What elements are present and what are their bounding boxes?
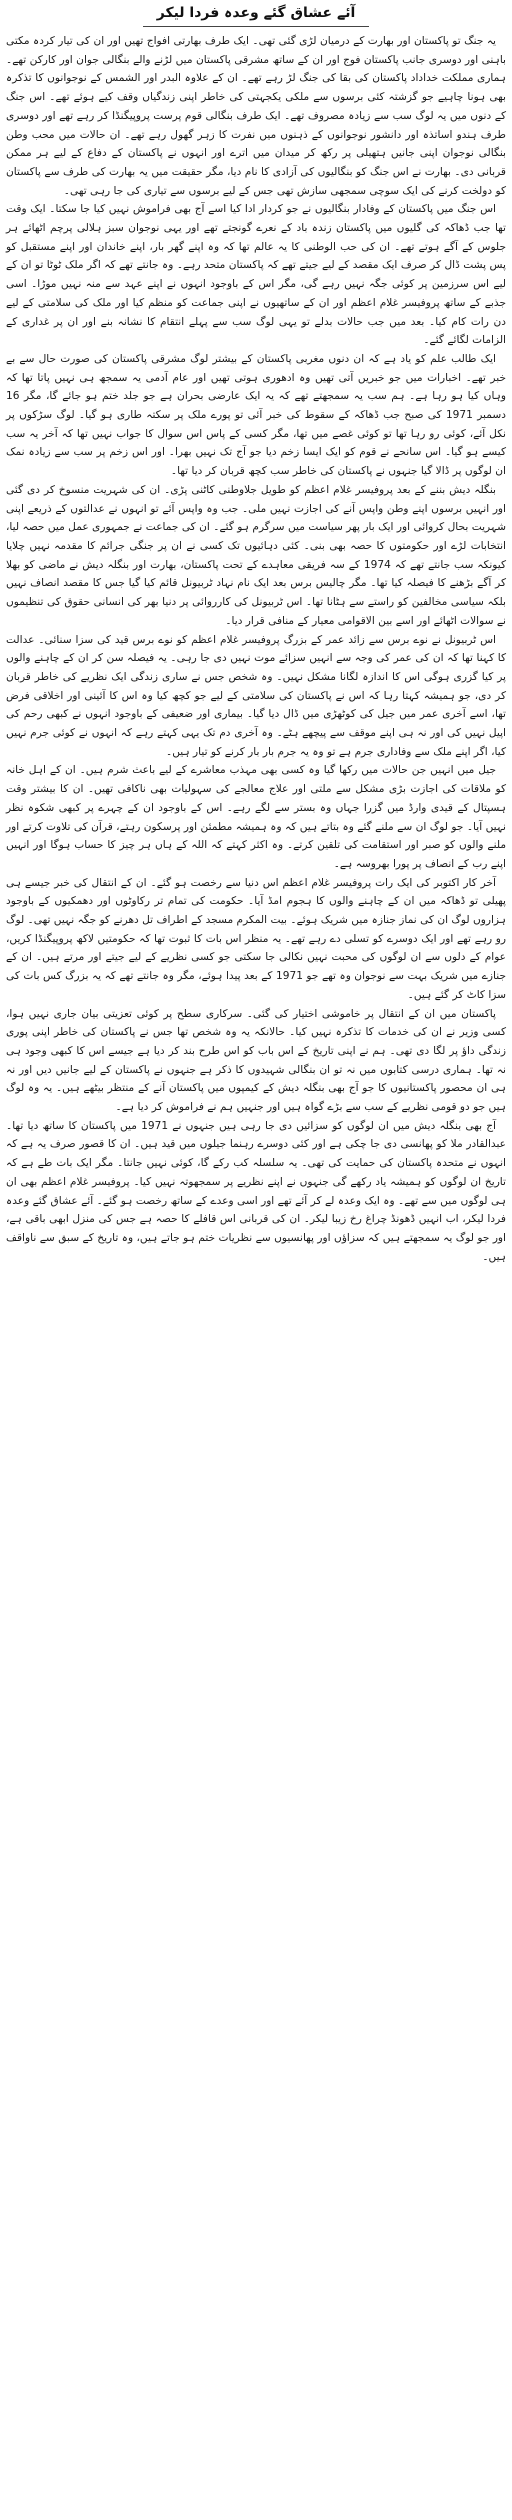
headline-container (6, 2, 506, 30)
article-headline: آئے عشاق گئے وعدہ فردا لیکر (143, 2, 370, 27)
article-paragraph: بنگلہ دیش بننے کے بعد پروفیسر غلام اعظم کو طویل جلاوطنی کاٹنی پڑی۔ ان کی شہریت منسوخ کر دی گئی اور انہیں برسوں اپنے وطن واپس آنے کی اجازت نہیں ملی۔ جب وہ واپس آئے تو انہوں نے عدالتوں کے ذریعے اپنی شہریت بحال کروائی اور ایک بار پھر سیاست میں سرگرم ہو گئے۔ ان کی جماعت نے جمہوری عمل میں حصہ لیا، انتخابات لڑے اور حکومتوں کا حصہ بھی بنی۔ کئی دہائیوں تک کسی نے ان پر جنگی جرائم کا مقدمہ نہیں چلایا کیونکہ سب جانتے تھے کہ 1974 کے سہ فریقی معاہدے کے تحت پاکستان، بھارت اور بنگلہ دیش نے ماضی کو بھلا کر آگے بڑھنے کا فیصلہ کیا تھا۔ مگر چالیس برس بعد ایک نام نہاد ٹربیونل قائم کیا گیا جس کا مقصد انصاف نہیں بلکہ سیاسی مخالفین کو راستے سے ہٹانا تھا۔ اس ٹربیونل کی کارروائی پر دنیا بھر کی انسانی حقوق کی تنظیموں نے سوالات اٹھائے اور اسے بین الاقوامی معیار کے منافی قرار دیا۔ (6, 483, 506, 627)
article-paragraph: جیل میں انہیں جن حالات میں رکھا گیا وہ کسی بھی مہذب معاشرے کے لیے باعث شرم ہیں۔ ان کے اہل خانہ کو ملاقات کی اجازت بڑی مشکل سے ملتی اور علاج معالجے کی سہولیات بھی ناکافی تھیں۔ ان کا بیشتر وقت ہسپتال کے قیدی وارڈ میں گزرا جہاں وہ بستر سے لگے رہے۔ اس کے باوجود ان کے چہرے پر کبھی شکوہ نظر نہیں آیا۔ جو لوگ ان سے ملنے گئے وہ بتاتے ہیں کہ وہ ہمیشہ مطمئن اور پرسکون رہتے، قرآن کی تلاوت کرتے اور ملنے والوں کو صبر اور استقامت کی تلقین کرتے۔ وہ اکثر کہتے کہ اللہ کے ہاں ہر چیز کا حساب ہوگا اور انہیں اپنے رب کے انصاف پر پورا بھروسہ ہے۔ (6, 764, 506, 870)
article-paragraph: آج بھی بنگلہ دیش میں ان لوگوں کو سزائیں دی جا رہی ہیں جنہوں نے 1971 میں پاکستان کا ساتھ دیا تھا۔ عبدالقادر ملا کو پھانسی دی جا چکی ہے اور کئی دوسرے رہنما جیلوں میں قید ہیں۔ ان کا قصور صرف یہ ہے کہ انہوں نے متحدہ پاکستان کی حمایت کی تھی۔ یہ سلسلہ کب رکے گا، کوئی نہیں جانتا۔ مگر ایک بات طے ہے کہ تاریخ ان لوگوں کو ہمیشہ یاد رکھے گی جنہوں نے اپنے نظریے پر سمجھوتہ نہیں کیا۔ پروفیسر غلام اعظم بھی ان ہی لوگوں میں سے تھے۔ وہ ایک وعدہ لے کر آئے تھے اور اسی وعدے کے ساتھ رخصت ہو گئے۔ آئے عشاق گئے وعدہ فردا لیکر، اب انہیں ڈھونڈ چراغ رخ زیبا لیکر۔ ان کی قربانی اس قافلے کا حصہ ہے جس کی منزل ابھی باقی ہے، اور جو لوگ یہ سمجھتے ہیں کہ سزاؤں اور پھانسیوں سے نظریات ختم ہو جاتے ہیں، وہ تاریخ کے سبق سے ناواقف ہیں۔ (6, 1119, 506, 1263)
article-paragraph: آخر کار اکتوبر کی ایک رات پروفیسر غلام اعظم اس دنیا سے رخصت ہو گئے۔ ان کے انتقال کی خبر جیسے ہی پھیلی تو ڈھاکہ میں ان کے چاہنے والوں کا ہجوم امڈ آیا۔ حکومت کی تمام تر رکاوٹوں اور دھمکیوں کے باوجود ہزاروں لوگ ان کی نماز جنازہ میں شریک ہوئے۔ بیت المکرم مسجد کے اطراف تل دھرنے کو جگہ نہیں تھی۔ لوگ رو رہے تھے اور ایک دوسرے کو تسلی دے رہے تھے۔ یہ منظر اس بات کا ثبوت تھا کہ حکومتیں لاکھ پروپیگنڈا کریں، عوام کے دلوں سے ان لوگوں کی محبت نہیں نکالی جا سکتی جو کسی نظریے کے لیے جیتے اور مرتے ہیں۔ ان کے جنازے میں شریک بہت سے نوجوان وہ تھے جو 1971 کے بعد پیدا ہوئے، مگر وہ جانتے تھے کہ یہ بزرگ کس بات کی سزا کاٹ کر گئے ہیں۔ (6, 876, 506, 1001)
article-paragraph: یہ جنگ تو پاکستان اور بھارت کے درمیان لڑی گئی تھی۔ ایک طرف بھارتی افواج تھیں اور ان کی تیار کردہ مکتی باہنی اور دوسری جانب پاکستان فوج اور ان کے ساتھ مشرقی پاکستان میں لڑنے والے بنگالی جوان اور کارکن تھے۔ ہماری مملکت خداداد پاکستان کی بقا کی جنگ لڑ رہے تھے۔ ان کے علاوہ البدر اور الشمس کے نوجوانوں کا تذکرہ بھی ہونا چاہیے جو گزشتہ کئی برسوں سے ملکی یکجہتی کی خاطر اپنی زندگیاں وقف کیے ہوئے تھے۔ اس جنگ کے دنوں میں یہ لوگ سب سے زیادہ مصروف تھے۔ ایک طرف بنگالی قوم پرست پروپیگنڈا کر رہے تھے اور دوسری طرف ہندو اساتذہ اور دانشور نوجوانوں کے ذہنوں میں نفرت کا زہر گھول رہے تھے۔ ان حالات میں محب وطن بنگالی نوجوان اپنی جانیں ہتھیلی پر رکھ کر میدان میں اترے اور انہوں نے پاکستان کے دفاع کے لیے ہر ممکن قربانی دی۔ بھارت نے اس جنگ کو بنگالیوں کی آزادی کا نام دیا، مگر حقیقت میں یہ بھارت کی طرف سے پاکستان کو دولخت کرنے کی ایک سوچی سمجھی سازش تھی جس کے لیے برسوں سے تیاری کی جا رہی تھی۔ (6, 35, 506, 197)
article-paragraph: اس ٹربیونل نے نوے برس سے زائد عمر کے بزرگ پروفیسر غلام اعظم کو نوے برس قید کی سزا سنائی۔ عدالت کا کہنا تھا کہ ان کی عمر کی وجہ سے انہیں سزائے موت نہیں دی جا رہی۔ یہ فیصلہ سن کر ان کے چاہنے والوں پر کیا گزری ہوگی اس کا اندازہ لگانا مشکل نہیں۔ وہ شخص جس نے ساری زندگی ایک نظریے کی خاطر قربان کر دی، جو ہمیشہ کہتا رہا کہ اس نے پاکستان کی سلامتی کے لیے جو کچھ کیا وہ اس کا آئینی اور اخلاقی فرض تھا، اسے آخری عمر میں جیل کی کوٹھڑی میں ڈال دیا گیا۔ بیماری اور ضعیفی کے باوجود انہوں نے کبھی رحم کی اپیل نہیں کی اور نہ ہی اپنے موقف سے پیچھے ہٹے۔ وہ آخری دم تک یہی کہتے رہے کہ انہوں نے کوئی جرم نہیں کیا، اگر اپنے ملک سے وفاداری جرم ہے تو وہ یہ جرم بار بار کرنے کو تیار ہیں۔ (6, 633, 506, 758)
article-body (6, 32, 506, 1266)
article-paragraph: ایک طالب علم کو یاد ہے کہ ان دنوں مغربی پاکستان کے بیشتر لوگ مشرقی پاکستان کی صورت حال سے بے خبر تھے۔ اخبارات میں جو خبریں آتی تھیں وہ ادھوری ہوتی تھیں اور عام آدمی یہ سمجھ ہی نہیں پاتا تھا کہ وہاں کیا ہو رہا ہے۔ ہم سب یہ سمجھتے تھے کہ یہ ایک عارضی بحران ہے جو جلد ختم ہو جائے گا، مگر 16 دسمبر 1971 کی صبح جب ڈھاکہ کے سقوط کی خبر آئی تو پورے ملک پر سکتہ طاری ہو گیا۔ لوگ سڑکوں پر نکل آئے، کوئی رو رہا تھا تو کوئی غصے میں تھا، مگر کسی کے پاس اس سوال کا جواب نہیں تھا کہ آخر یہ سب کیسے ہو گیا۔ اس سانحے نے قوم کو ایک ایسا زخم دیا جو آج تک نہیں بھرا۔ اور اس زخم پر سب سے زیادہ نمک ان لوگوں پر ڈالا گیا جنہوں نے پاکستان کی خاطر سب کچھ قربان کر دیا تھا۔ (6, 352, 506, 478)
article-paragraph: اس جنگ میں پاکستان کے وفادار بنگالیوں نے جو کردار ادا کیا اسے آج بھی فراموش نہیں کیا جا سکتا۔ ایک وقت تھا جب ڈھاکہ کی گلیوں میں پاکستان زندہ باد کے نعرے گونجتے تھے اور یہی نوجوان سبز ہلالی پرچم اٹھائے ہر جلوس کے آگے ہوتے تھے۔ ان کی حب الوطنی کا یہ عالم تھا کہ وہ اپنے گھر بار، اپنے خاندان اور اپنے مستقبل کو پس پشت ڈال کر صرف ایک مقصد کے لیے جیتے تھے کہ پاکستان متحد رہے۔ وہ جانتے تھے کہ اگر ملک ٹوٹا تو ان کے لیے اس سرزمین پر کوئی جگہ نہیں رہے گی، مگر اس کے باوجود انہوں نے اپنے عہد سے منہ نہیں موڑا۔ اسی جذبے کے ساتھ پروفیسر غلام اعظم اور ان کے ساتھیوں نے اپنی جماعت کو منظم کیا اور ملک کی سلامتی کے لیے دن رات کام کیا۔ بعد میں جب حالات بدلے تو یہی لوگ سب سے پہلے انتقام کا نشانہ بنے اور ان پر غداری کے الزامات لگائے گئے۔ (6, 203, 506, 347)
article-paragraph: پاکستان میں ان کے انتقال پر خاموشی اختیار کی گئی۔ سرکاری سطح پر کوئی تعزیتی بیان جاری نہیں ہوا، کسی وزیر نے ان کی خدمات کا تذکرہ نہیں کیا۔ حالانکہ یہ وہ شخص تھا جس نے پاکستان کی خاطر اپنی پوری زندگی داؤ پر لگا دی تھی۔ ہم نے اپنی تاریخ کے اس باب کو اس طرح بند کر دیا ہے جیسے اس کا کبھی وجود ہی نہ تھا۔ ہماری درسی کتابوں میں نہ تو ان بنگالی شہیدوں کا ذکر ہے جنہوں نے پاکستان کے لیے جانیں دیں اور نہ ہی ان محصور پاکستانیوں کا جو آج بھی بنگلہ دیش کے کیمپوں میں پاکستان آنے کے منتظر بیٹھے ہیں۔ یہ وہ لوگ ہیں جو دو قومی نظریے کے سب سے بڑے گواہ ہیں اور جنہیں ہم نے فراموش کر دیا ہے۔ (6, 1007, 506, 1114)
